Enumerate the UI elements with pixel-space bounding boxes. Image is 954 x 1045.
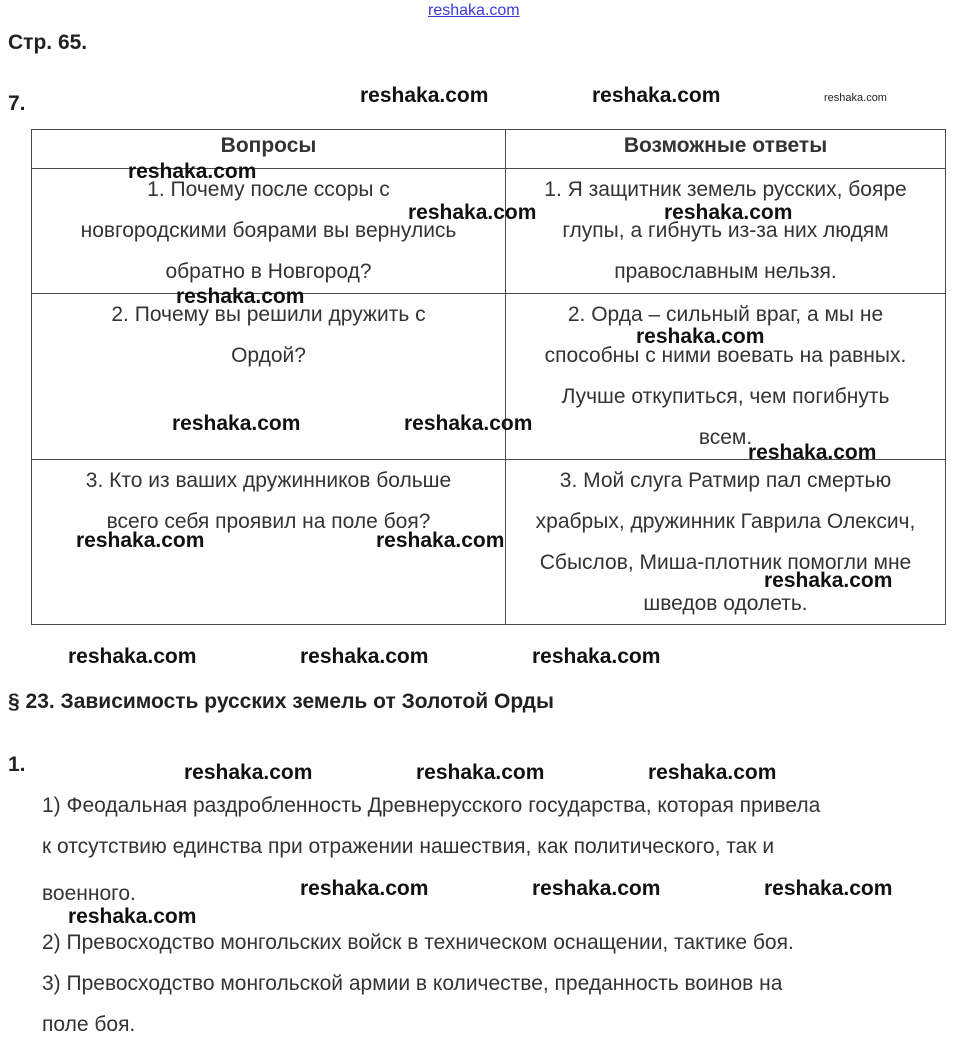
question-line: 3. Кто из ваших дружинников больше xyxy=(85,469,452,492)
question-line: 1. Почему после ссоры с xyxy=(147,178,390,201)
watermark: reshaka.com xyxy=(376,529,505,552)
watermark: reshaka.com xyxy=(76,529,205,552)
watermark: reshaka.com xyxy=(68,645,197,668)
answer-line: способны с ними воевать на равных. xyxy=(544,344,907,367)
watermark: reshaka.com xyxy=(764,877,893,900)
watermark: reshaka.com xyxy=(68,905,197,928)
answer-line: Лучше откупиться, чем погибнуть xyxy=(561,385,890,408)
question-line: новгородскими боярами вы вернулись xyxy=(80,219,457,242)
watermark: reshaka.com xyxy=(172,412,301,435)
page-label: Стр. 65. xyxy=(8,31,88,54)
question-cell xyxy=(32,169,506,294)
section-task-number: 1. xyxy=(8,753,26,776)
watermark: reshaka.com xyxy=(300,645,429,668)
watermark: reshaka.com xyxy=(128,160,257,183)
answer-line: глупы, а гибнуть из-за них людям xyxy=(562,219,889,242)
answer-cell xyxy=(506,294,946,460)
task-number: 7. xyxy=(8,92,26,115)
answer-line: 1. Я защитник земель русских, бояре xyxy=(544,178,907,201)
watermark: reshaka.com xyxy=(764,569,893,592)
answer-line: 3. Мой слуга Ратмир пал смертью xyxy=(559,469,892,492)
answer-line: храбрых, дружинник Гаврила Олексич, xyxy=(535,510,916,533)
table-row xyxy=(32,169,946,294)
watermark: reshaka.com xyxy=(176,285,305,308)
answer-cell xyxy=(506,460,946,625)
site-link[interactable]: reshaka.com xyxy=(428,2,520,19)
watermark: reshaka.com xyxy=(532,645,661,668)
answer-line: 1) Феодальная раздробленность Древнерусского государства, которая привела xyxy=(42,794,821,817)
watermark: reshaka.com xyxy=(360,84,489,107)
answer-line: 3) Превосходство монгольской армии в количестве, преданность воинов на xyxy=(42,972,783,995)
answer-line: православным нельзя. xyxy=(614,260,837,283)
answer-line: всем. xyxy=(698,426,753,449)
watermark: reshaka.com xyxy=(532,877,661,900)
answer-line: к отсутствию единства при отражении нашествия, как политического, так и xyxy=(42,835,775,858)
answer-line: 2) Превосходство монгольских войск в техническом оснащении, тактике боя. xyxy=(42,931,794,954)
watermark: reshaka.com xyxy=(748,441,877,464)
answer-line: военного. xyxy=(42,882,136,905)
question-line: обратно в Новгород? xyxy=(165,260,372,283)
watermark: reshaka.com xyxy=(300,877,429,900)
answer-line: Сбыслов, Миша-плотник помогли мне xyxy=(539,551,912,574)
watermark: reshaka.com xyxy=(404,412,533,435)
watermark: reshaka.com xyxy=(416,761,545,784)
question-line: всего себя проявил на поле боя? xyxy=(106,510,431,533)
answer-line: поле боя. xyxy=(42,1013,136,1036)
answer-line: 2. Орда – сильный враг, а мы не xyxy=(567,303,884,326)
watermark: reshaka.com xyxy=(184,761,313,784)
watermark: reshaka.com xyxy=(592,84,721,107)
answer-cell xyxy=(506,169,946,294)
header-answers: Возможные ответы xyxy=(506,130,946,169)
section-title: § 23. Зависимость русских земель от Золотой Орды xyxy=(8,690,554,713)
watermark: reshaka.com xyxy=(408,201,537,224)
question-line: 2. Почему вы решили дружить с xyxy=(111,303,426,326)
answer-line: шведов одолеть. xyxy=(643,592,808,615)
watermark: reshaka.com xyxy=(664,201,793,224)
question-line: Ордой? xyxy=(231,344,306,367)
header-questions: Вопросы xyxy=(32,130,506,169)
watermark: reshaka.com xyxy=(636,325,765,348)
watermark-small: reshaka.com xyxy=(824,92,887,104)
watermark: reshaka.com xyxy=(648,761,777,784)
